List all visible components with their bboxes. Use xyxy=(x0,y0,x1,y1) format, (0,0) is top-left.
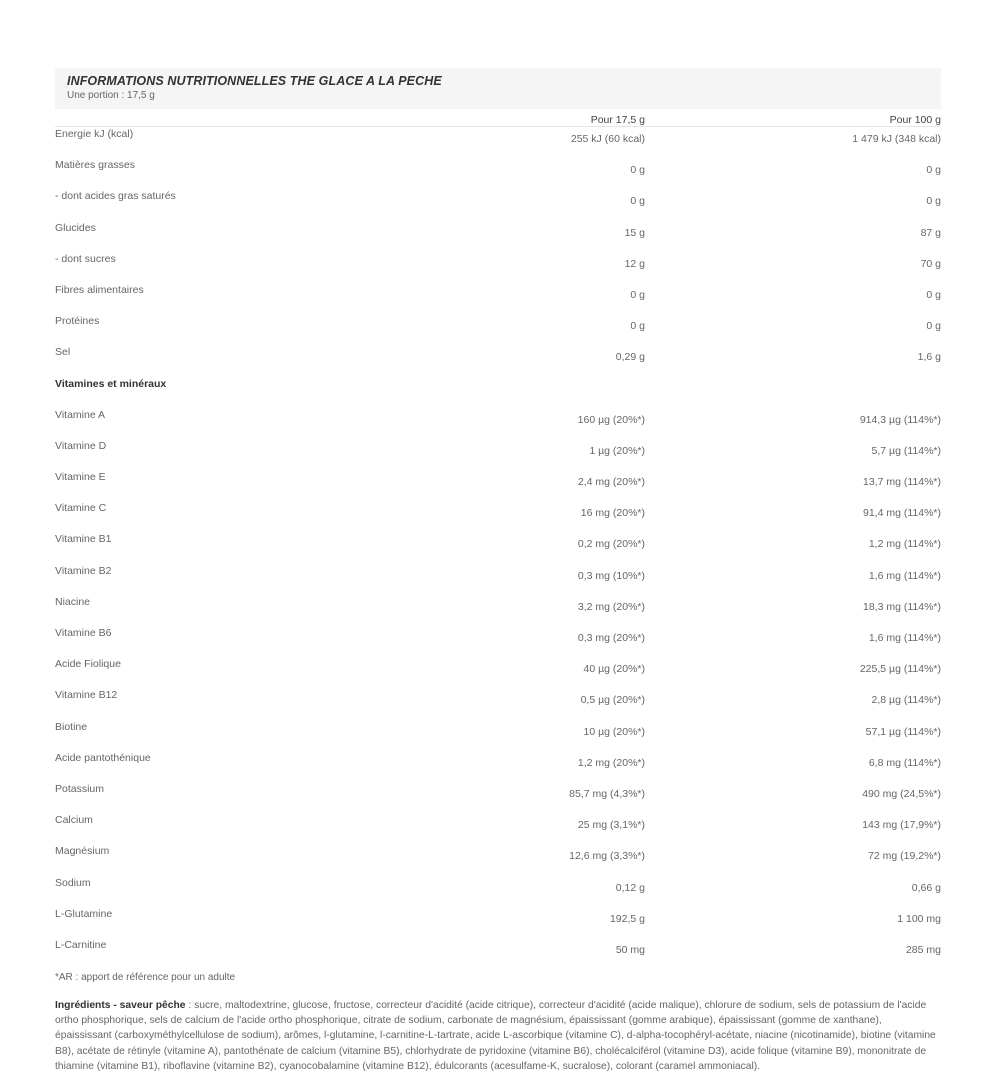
value-per-100g: 1,6 mg (114%*) xyxy=(868,569,941,582)
value-per-portion: 12 g xyxy=(624,257,645,270)
nutrient-label: Protéines xyxy=(55,315,100,328)
ingredients-label: Ingrédients - saveur pêche xyxy=(55,1000,186,1012)
nutrition-header xyxy=(55,68,941,109)
value-per-100g: 285 mg xyxy=(905,943,941,956)
value-per-portion: 255 kJ (60 kcal) xyxy=(570,133,645,145)
nutrient-label: Vitamine E xyxy=(55,471,106,484)
value-per-100g: 0 g xyxy=(926,288,941,301)
nutrient-label: Vitamines et minéraux xyxy=(55,377,167,390)
table-row xyxy=(55,283,941,314)
table-row xyxy=(55,314,941,345)
nutrient-label: Calcium xyxy=(55,814,93,827)
value-per-portion: 40 µg (20%*) xyxy=(583,663,645,676)
column-header-per-portion: Pour 17,5 g xyxy=(499,109,645,127)
value-per-portion: 16 mg (20%*) xyxy=(580,507,645,520)
value-per-portion: 25 mg (3,1%*) xyxy=(577,819,645,832)
nutrient-label: Vitamine C xyxy=(55,502,107,515)
nutrient-label: Potassium xyxy=(55,782,105,795)
table-row xyxy=(55,221,941,252)
table-row xyxy=(55,439,941,470)
ingredients-text: : sucre, maltodextrine, glucose, fructose, correcteur d'acidité (acide citrique), correcteur d'acidité (acide malique), chlorure de sodium, sels de potassium de l'acide ortho phosphorique, sels de calcium de l'acide ortho phosphorique, citrate de sodium, carbonate de magnésium, épaississant (gomme arabique), épaississant (gomme de xanthane), épaississant (carboxyméthylcellulose de sodium), arômes, l-glutamine, l-carnitine-L-tartrate, acide L-ascorbique (vitamine C), d-alpha-tocophéryl-acétate, niacine (nicotinamide), biotine (vitamine B8), acétate de rétinyle (vitamine A), pantothénate de calcium (vitamine B5), chlorhydrate de pyridoxine (vitamine B6), cholécalciférol (vitamine D3), acide folique (vitamine B9), mononitrate de thiamine (vitamine B1), riboflavine (vitamine B2), cyanocobalamine (vitamine B12), édulcorants (acesulfame-K, sucralose), colorant (caramel ammoniacal). xyxy=(55,1000,936,1072)
nutrient-label: - dont acides gras saturés xyxy=(55,190,176,203)
page-title: INFORMATIONS NUTRITIONNELLES THE GLACE A LA PECHE xyxy=(67,74,442,88)
nutrient-label: Vitamine B6 xyxy=(55,627,112,639)
value-per-100g: 1,6 mg (114%*) xyxy=(868,632,941,644)
table-row xyxy=(55,751,941,782)
table-row xyxy=(55,907,941,938)
nutrient-label: Sel xyxy=(55,346,71,359)
value-per-100g: 0 g xyxy=(926,164,941,177)
nutrient-label: Acide Fiolique xyxy=(55,658,121,671)
nutrition-panel xyxy=(55,68,941,1074)
table-row xyxy=(55,158,941,189)
value-per-100g: 0 g xyxy=(926,320,941,333)
nutrition-table xyxy=(55,109,941,969)
nutrient-label: Vitamine D xyxy=(55,439,107,452)
nutrient-label: Fibres alimentaires xyxy=(55,283,144,296)
value-per-100g: 13,7 mg (114%*) xyxy=(862,476,941,489)
value-per-portion: 0 g xyxy=(630,195,645,208)
table-row xyxy=(55,720,941,751)
table-row xyxy=(55,532,941,563)
value-per-portion: 0,5 µg (20%*) xyxy=(580,694,645,707)
table-row xyxy=(55,189,941,220)
table-row xyxy=(55,595,941,626)
nutrient-label: Matières grasses xyxy=(55,159,135,172)
value-per-portion: 12,6 mg (3,3%*) xyxy=(569,850,645,863)
value-per-portion: 2,4 mg (20%*) xyxy=(577,476,645,489)
value-per-100g xyxy=(645,377,941,408)
table-row xyxy=(55,876,941,907)
value-per-portion xyxy=(499,377,645,408)
value-per-100g: 57,1 µg (114%*) xyxy=(865,725,941,738)
value-per-100g: 2,8 µg (114%*) xyxy=(871,694,941,707)
value-per-portion: 0,29 g xyxy=(615,351,645,364)
ingredients xyxy=(55,998,941,1074)
value-per-100g: 914,3 µg (114%*) xyxy=(859,413,941,426)
value-per-100g: 18,3 mg (114%*) xyxy=(862,600,941,613)
value-per-portion: 0 g xyxy=(630,288,645,301)
value-per-portion: 160 µg (20%*) xyxy=(577,413,645,426)
value-per-portion: 10 µg (20%*) xyxy=(583,725,645,738)
column-header-per-100g: Pour 100 g xyxy=(645,109,941,127)
table-row xyxy=(55,345,941,376)
value-per-portion: 0,2 mg (20%*) xyxy=(577,538,645,551)
nutrient-label: Vitamine B1 xyxy=(55,533,112,546)
table-row xyxy=(55,657,941,688)
value-per-100g: 1,6 g xyxy=(917,351,941,364)
value-per-portion: 50 mg xyxy=(615,943,645,956)
nutrition-table-body xyxy=(55,127,941,970)
value-per-portion: 1 µg (20%*) xyxy=(589,444,645,457)
value-per-100g: 6,8 mg (114%*) xyxy=(868,756,941,769)
value-per-portion: 0,3 mg (10%*) xyxy=(577,569,645,582)
table-row xyxy=(55,688,941,719)
nutrient-label: Glucides xyxy=(55,221,96,234)
value-per-100g: 1 100 mg xyxy=(897,912,941,925)
nutrient-label: L-Glutamine xyxy=(55,907,113,920)
table-row xyxy=(55,127,941,159)
section-row xyxy=(55,377,941,408)
nutrient-label: Vitamine A xyxy=(55,408,106,421)
table-row xyxy=(55,501,941,532)
value-per-portion: 15 g xyxy=(624,226,645,239)
nutrient-label: Sodium xyxy=(55,876,91,889)
value-per-portion: 1,2 mg (20%*) xyxy=(577,756,645,769)
value-per-portion: 0,3 mg (20%*) xyxy=(577,632,645,644)
nutrient-label: Acide pantothénique xyxy=(55,751,151,764)
table-row xyxy=(55,408,941,439)
value-per-100g: 490 mg (24,5%*) xyxy=(862,787,941,800)
value-per-100g: 87 g xyxy=(920,226,941,239)
value-per-portion: 0 g xyxy=(630,164,645,177)
value-per-100g: 0 g xyxy=(926,195,941,208)
value-per-100g: 1,2 mg (114%*) xyxy=(868,538,941,551)
portion-size: Une portion : 17,5 g xyxy=(67,90,155,101)
value-per-portion: 0,12 g xyxy=(615,881,645,894)
nutrient-label: Vitamine B2 xyxy=(55,564,112,577)
footnote: *AR : apport de référence pour un adulte xyxy=(55,972,236,984)
table-header-row xyxy=(55,109,941,127)
nutrient-label: L-Carnitine xyxy=(55,938,107,951)
table-row xyxy=(55,564,941,595)
value-per-portion: 3,2 mg (20%*) xyxy=(577,600,645,613)
value-per-100g: 70 g xyxy=(920,257,941,270)
value-per-100g: 0,66 g xyxy=(911,881,941,894)
table-row xyxy=(55,470,941,501)
table-row xyxy=(55,626,941,657)
nutrient-label: - dont sucres xyxy=(55,252,116,265)
value-per-portion: 85,7 mg (4,3%*) xyxy=(569,787,645,800)
table-row xyxy=(55,252,941,283)
nutrient-label: Energie kJ (kcal) xyxy=(55,128,134,140)
table-row xyxy=(55,813,941,844)
value-per-portion: 0 g xyxy=(630,320,645,333)
table-row xyxy=(55,782,941,813)
nutrient-label: Magnésium xyxy=(55,845,110,858)
value-per-100g: 1 479 kJ (348 kcal) xyxy=(852,133,941,145)
table-row xyxy=(55,938,941,969)
value-per-100g: 5,7 µg (114%*) xyxy=(871,444,941,457)
value-per-portion: 192,5 g xyxy=(609,912,645,925)
value-per-100g: 72 mg (19,2%*) xyxy=(868,850,941,863)
value-per-100g: 143 mg (17,9%*) xyxy=(862,819,941,832)
nutrient-label: Biotine xyxy=(55,720,88,733)
value-per-100g: 91,4 mg (114%*) xyxy=(862,507,941,520)
value-per-100g: 225,5 µg (114%*) xyxy=(859,663,941,676)
table-row xyxy=(55,844,941,875)
column-header-nutrient xyxy=(55,109,499,127)
nutrient-label: Vitamine B12 xyxy=(55,689,118,702)
nutrient-label: Niacine xyxy=(55,595,91,608)
